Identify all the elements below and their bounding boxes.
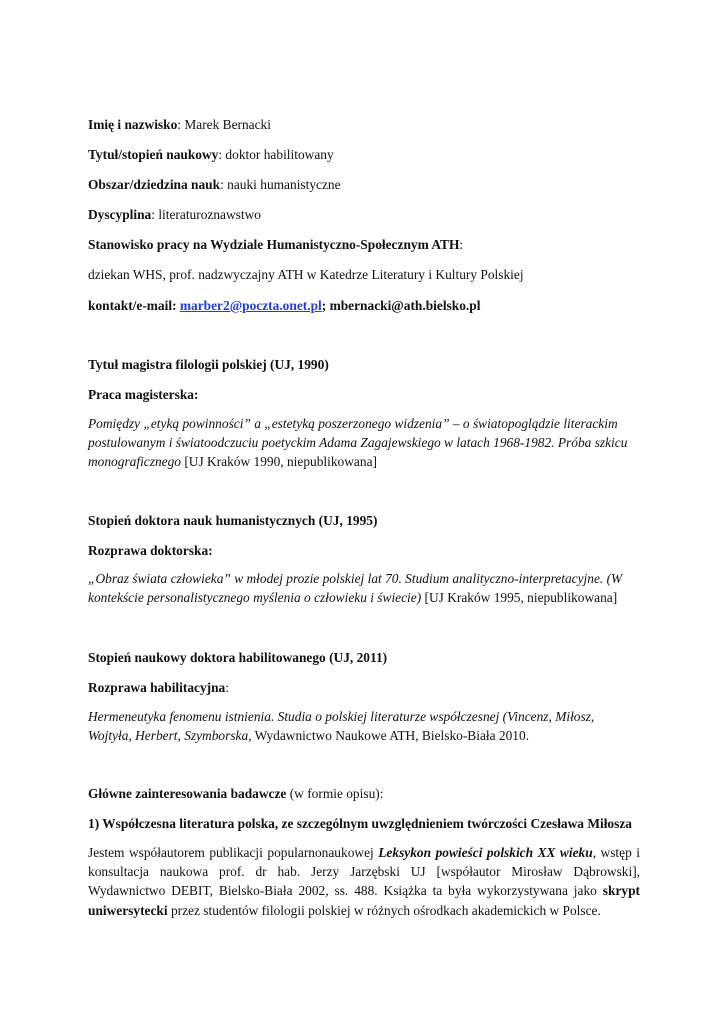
masters-thesis-line-3-title: monograficznego <box>88 454 181 469</box>
doctorate-thesis-line-1: „Obraz świata człowieka” w młodej prozie polskiej lat 70. Studium analityczno-interpretacyjne. (W <box>88 571 623 586</box>
interests-heading <box>88 784 640 803</box>
interests-heading-bold: Główne zainteresowania badawcze <box>88 786 287 801</box>
habilitation-thesis-line-1: Hermeneutyka fenomenu istnienia. Studia o polskiej literaturze współczesnej (Vincenz, Miłosz, <box>88 709 595 724</box>
skrypt-emphasis: skrypt uniwersytecki <box>88 883 640 918</box>
discipline-value: : literaturoznawstwo <box>151 207 261 222</box>
field-label: Obszar/dziedzina nauk <box>88 177 221 192</box>
title-row <box>88 145 640 164</box>
contact-separator: ; <box>321 298 330 313</box>
masters-heading: Tytuł magistra filologii polskiej (UJ, 1990) <box>88 357 329 372</box>
email-secondary: mbernacki@ath.bielsko.pl <box>329 298 481 313</box>
habilitation-thesis-line-2-title: Wojtyła, Herbert, Szymborska <box>88 728 249 743</box>
interest-item-1-heading: 1) Współczesna literatura polska, ze szczególnym uwzględnieniem twórczości Czesława Miłosza <box>88 816 632 831</box>
habilitation-thesis-line-2-note: , Wydawnictwo Naukowe ATH, Bielsko-Biała 2010. <box>248 728 530 743</box>
habilitation-thesis-label-row <box>88 678 640 697</box>
masters-thesis-line-3-note: [UJ Kraków 1990, niepublikowana] <box>180 454 377 469</box>
name-value: : Marek Bernacki <box>177 117 271 132</box>
habilitation-heading: Stopień naukowy doktora habilitowanego (UJ, 2011) <box>88 650 388 665</box>
interest-item-1-paragraph <box>88 843 640 920</box>
position-label: Stanowisko pracy na Wydziale Humanistyczno-Społecznym ATH <box>88 237 460 252</box>
discipline-label: Dyscyplina <box>88 207 152 222</box>
habilitation-thesis-label: Rozprawa habilitacyjna <box>88 680 226 695</box>
email-link[interactable]: marber2@poczta.onet.pl <box>179 298 322 313</box>
paragraph-part-3: przez studentów filologii polskiej w różnych ośrodkach akademickich w Polsce. <box>167 902 601 918</box>
doctorate-thesis-label: Rozprawa doktorska: <box>88 543 213 558</box>
book-title: Leksykon powieści polskich XX wieku <box>378 845 593 860</box>
doctorate-thesis-line-2-title: kontekście personalistycznego myślenia o człowieku i świecie) <box>88 590 422 605</box>
document-page <box>88 0 640 1024</box>
field-row <box>88 175 640 194</box>
discipline-row <box>88 205 640 224</box>
paragraph-part-2: , wstęp i konsultacja naukowa prof. dr hab. Jerzy Jarzębski UJ [współautor Mirosław Dąbrowski], Wydawnictwo DEBIT, Bielsko-Biała 2002, ss. 488. Książka ta była wykorzystywana jako <box>88 845 641 899</box>
name-row <box>88 115 640 134</box>
interests-heading-note: (w formie opisu): <box>286 786 384 801</box>
title-label: Tytuł/stopień naukowy <box>88 147 219 162</box>
doctorate-thesis-line-2-note: [UJ Kraków 1995, niepublikowana] <box>421 590 618 605</box>
habilitation-thesis-line-2 <box>88 726 640 745</box>
title-value: : doktor habilitowany <box>218 147 334 162</box>
contact-label: kontakt/e-mail: <box>88 298 180 313</box>
contact-row <box>88 296 640 315</box>
masters-thesis-line-1: Pomiędzy „etyką powinności” a „estetyką poszerzonego widzenia” – o światopoglądzie literackim <box>88 416 618 431</box>
habilitation-thesis-colon: : <box>225 680 229 695</box>
doctorate-heading: Stopień doktora nauk humanistycznych (UJ, 1995) <box>88 513 378 528</box>
name-label: Imię i nazwisko <box>88 117 178 132</box>
masters-thesis-line-2: postulowanym i światoodczuciu poetyckim Adama Zagajewskiego w latach 1968-1982. Próba szkicu <box>88 435 628 450</box>
field-value: : nauki humanistyczne <box>220 177 341 192</box>
doctorate-thesis-line-2 <box>88 588 640 607</box>
masters-thesis-line-3 <box>88 452 640 471</box>
position-value: dziekan WHS, prof. nadzwyczajny ATH w Katedrze Literatury i Kultury Polskiej <box>88 267 524 282</box>
masters-thesis-label: Praca magisterska: <box>88 387 199 402</box>
position-colon: : <box>459 237 464 252</box>
paragraph-part-1: Jestem współautorem publikacji popularnonaukowej <box>88 845 379 860</box>
position-row <box>88 235 640 254</box>
